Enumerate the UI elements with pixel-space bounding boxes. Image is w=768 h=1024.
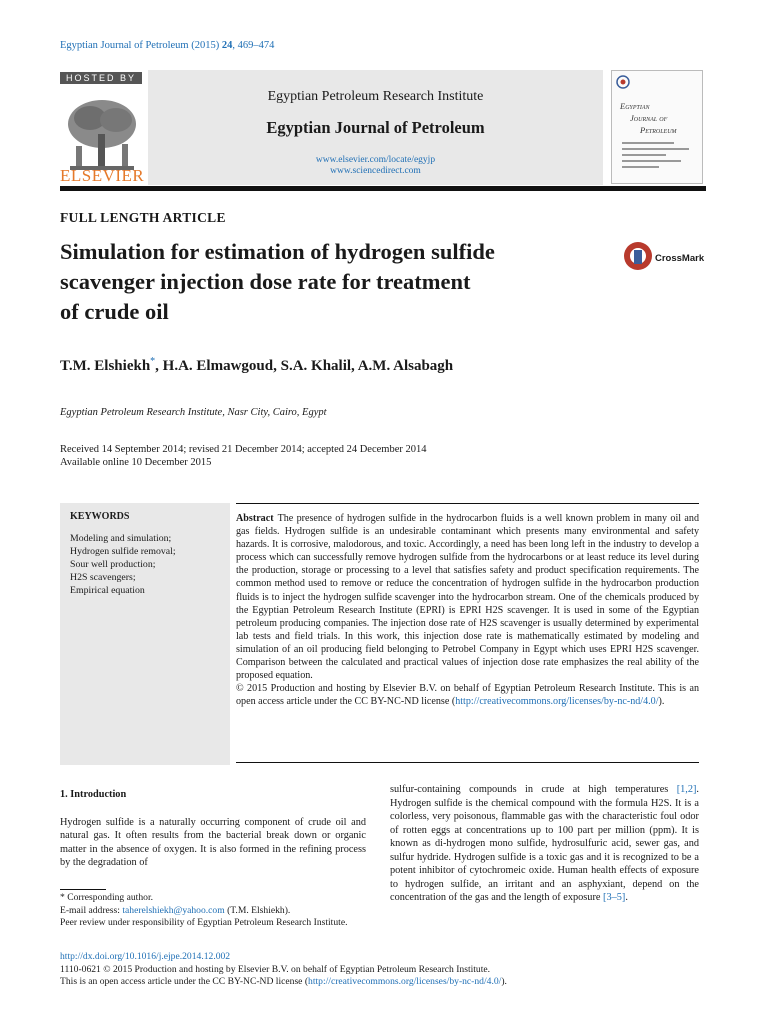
footnote-star: * xyxy=(60,892,65,903)
title-line-2: scavenger injection dose rate for treatment xyxy=(60,269,471,294)
available-online-date: Available online 10 December 2015 xyxy=(60,457,212,468)
peer-review-note: Peer review under responsibility of Egyptian Petroleum Research Institute. xyxy=(60,917,348,929)
reference-link[interactable]: [1,2] xyxy=(676,784,697,795)
copyright-text: © 2015 Production and hosting by Elsevier B.V. on behalf of Egyptian Petroleum Research Institute. This is an open access article under the CC BY-NC-ND license ( xyxy=(236,683,699,708)
footnote-rule xyxy=(60,889,106,890)
sciencedirect-url-link[interactable]: www.sciencedirect.com xyxy=(330,166,421,176)
keywords-heading: KEYWORDS xyxy=(70,511,130,522)
issn-line: 1110-0621 © 2015 Production and hosting by Elsevier B.V. on behalf of Egyptian Petroleum Research Institute. xyxy=(60,963,491,975)
email-line xyxy=(60,905,366,918)
intro-paragraph: Hydrogen sulfide is a naturally occurring component of crude oil and natural gas. It often results from the bacterial break down or organic matter in the absence of oxygen. It is also formed in the refining process by the degradation of xyxy=(60,816,366,868)
section-heading: 1. Introduction xyxy=(60,789,127,800)
cover-emblem-icon xyxy=(616,75,630,89)
license-link[interactable]: http://creativecommons.org/licenses/by-nc-nd/4.0/ xyxy=(455,696,659,708)
author-list xyxy=(60,356,453,375)
title-line-3: of crude oil xyxy=(60,299,169,324)
cover-title-line-2: Journal of xyxy=(630,113,668,123)
article-title xyxy=(60,237,580,327)
footnotes xyxy=(60,892,366,930)
crossmark-icon-ribbon xyxy=(634,250,642,264)
citation-journal: Egyptian Journal of Petroleum (2015) xyxy=(60,40,220,51)
corresponding-author-note xyxy=(60,892,366,905)
affiliation: Egyptian Petroleum Research Institute, Nasr City, Cairo, Egypt xyxy=(60,407,327,418)
bottom-license-link[interactable]: http://creativecommons.org/licenses/by-nc-nd/4.0/ xyxy=(308,976,502,988)
intro-text-b: . Hydrogen sulfide is the chemical compound with the formula H2S. It is a colorless, very poisonous, flammable gas with the characteristic foul odor of rotten eggs at concentrations up to 100 part per million (ppm). It is known as di-hydrogen mono sulfide, hydrosulfuric acid, sewer gas, and sulfur hydride. Hydrogen sulfide is a toxic gas and it is recognized to be a potent inhibitor of cytochromeic oxide. Human health effects of exposure to hydrogen sulfide, an irritant and an asphyxiant, depend on the concentration of the gas and the length of exposure xyxy=(390,784,699,903)
abstract xyxy=(236,512,699,708)
header-divider xyxy=(60,186,706,191)
author-1: T.M. Elshiekh xyxy=(60,358,151,374)
citation-pages: , 469–474 xyxy=(232,40,275,51)
cover-title-line-1: Egyptian xyxy=(620,101,650,111)
doi-link[interactable]: http://dx.doi.org/10.1016/j.ejpe.2014.12.002 xyxy=(60,951,231,962)
copyright-end: ). xyxy=(658,696,665,708)
cover-title-line-3: Petroleum xyxy=(640,125,677,135)
abstract-top-rule xyxy=(236,503,699,504)
intro-text-c: . xyxy=(625,892,628,903)
article-type: FULL LENGTH ARTICLE xyxy=(60,210,226,225)
reference-link[interactable]: [3–5] xyxy=(603,892,626,903)
title-line-1: Simulation for estimation of hydrogen sulfide xyxy=(60,239,495,264)
email-label: E-mail address: xyxy=(60,904,123,916)
article-dates xyxy=(60,443,427,469)
cover-text-lines xyxy=(622,142,696,172)
elsevier-url-link[interactable]: www.elsevier.com/locate/egyjp xyxy=(315,155,436,165)
abstract-text: The presence of hydrogen sulfide in the hydrocarbon fluids is a well known problem in many oil and gas fields. Hydrogen sulfide is an undesirable contaminant which presents many environmental and safety hazards. It is corrosive, malodorous, and toxic. Accordingly, a need has been long left in the industry to develop a process which can successfully remove hydrogen sulfide from the hydrocarbons or at least reduce its level during the production, storage or processing to a level that satisfies safety and product specification requirements. The common method used to remove or reduce the concentration of hydrogen sulfide in the hydrocarbon production fluids is to inject the hydrogen sulfide scavenger into the hydrocarbon stream. One of the chemicals produced by the Egyptian Petroleum Research Institute (EPRI) is EPRI H2S scavenger. It is used in some of the Egyptian petroleum producing companies. The injection dose rate of H2S scavenger is usually determined by experimental lab tests and field trials. In this work, this injection dose rate is mathematically estimated by modeling and simulation of an oil producing field belonging to Petrobel Company in Egypt which uses EPRI H2S scavenger. Comparison between the calculated and practical values of injection dose rate emphasizes the real ability of the proposed equation. xyxy=(236,513,699,682)
journal-citation[interactable] xyxy=(60,40,274,51)
keyword-item: Empirical equation xyxy=(70,585,145,596)
citation-volume: 24 xyxy=(221,40,233,51)
keyword-item: H2S scavengers; xyxy=(70,572,136,583)
keyword-item: Sour well production; xyxy=(70,559,156,570)
abstract-copyright xyxy=(236,682,699,708)
abstract-bottom-rule xyxy=(236,762,699,763)
intro-column-1 xyxy=(60,788,366,870)
intro-column-2 xyxy=(390,783,699,905)
keyword-item: Hydrogen sulfide removal; xyxy=(70,546,176,557)
crossmark-label[interactable]: CrossMark xyxy=(655,253,705,264)
journal-name: Egyptian Journal of Petroleum xyxy=(266,118,485,137)
abstract-label: Abstract xyxy=(236,513,274,524)
corresponding-label: Corresponding author. xyxy=(67,892,154,903)
cover-title xyxy=(620,100,677,136)
institute-name: Egyptian Petroleum Research Institute xyxy=(267,89,484,104)
keywords-list xyxy=(70,532,176,597)
received-dates: Received 14 September 2014; revised 21 December 2014; accepted 24 December 2014 xyxy=(60,444,427,455)
intro-text-a: sulfur-containing compounds in crude at high temperatures xyxy=(390,784,677,795)
other-authors: , H.A. Elmawgoud, S.A. Khalil, A.M. Alsabagh xyxy=(155,358,454,374)
elsevier-logo-text: ELSEVIER xyxy=(60,166,145,185)
corresponding-author-marker[interactable]: * xyxy=(150,356,156,367)
license-pre: This is an open access article under the CC BY-NC-ND license ( xyxy=(60,976,309,988)
email-link[interactable]: taherelshiekh@yahoo.com xyxy=(122,904,225,916)
email-name: (T.M. Elshiekh). xyxy=(224,904,291,916)
journal-urls xyxy=(148,155,603,177)
hosted-by-label: HOSTED BY xyxy=(60,72,142,84)
bottom-license-line xyxy=(60,976,706,989)
license-end: ). xyxy=(501,976,507,988)
bottom-notes xyxy=(60,951,706,989)
keyword-item: Modeling and simulation; xyxy=(70,533,172,544)
